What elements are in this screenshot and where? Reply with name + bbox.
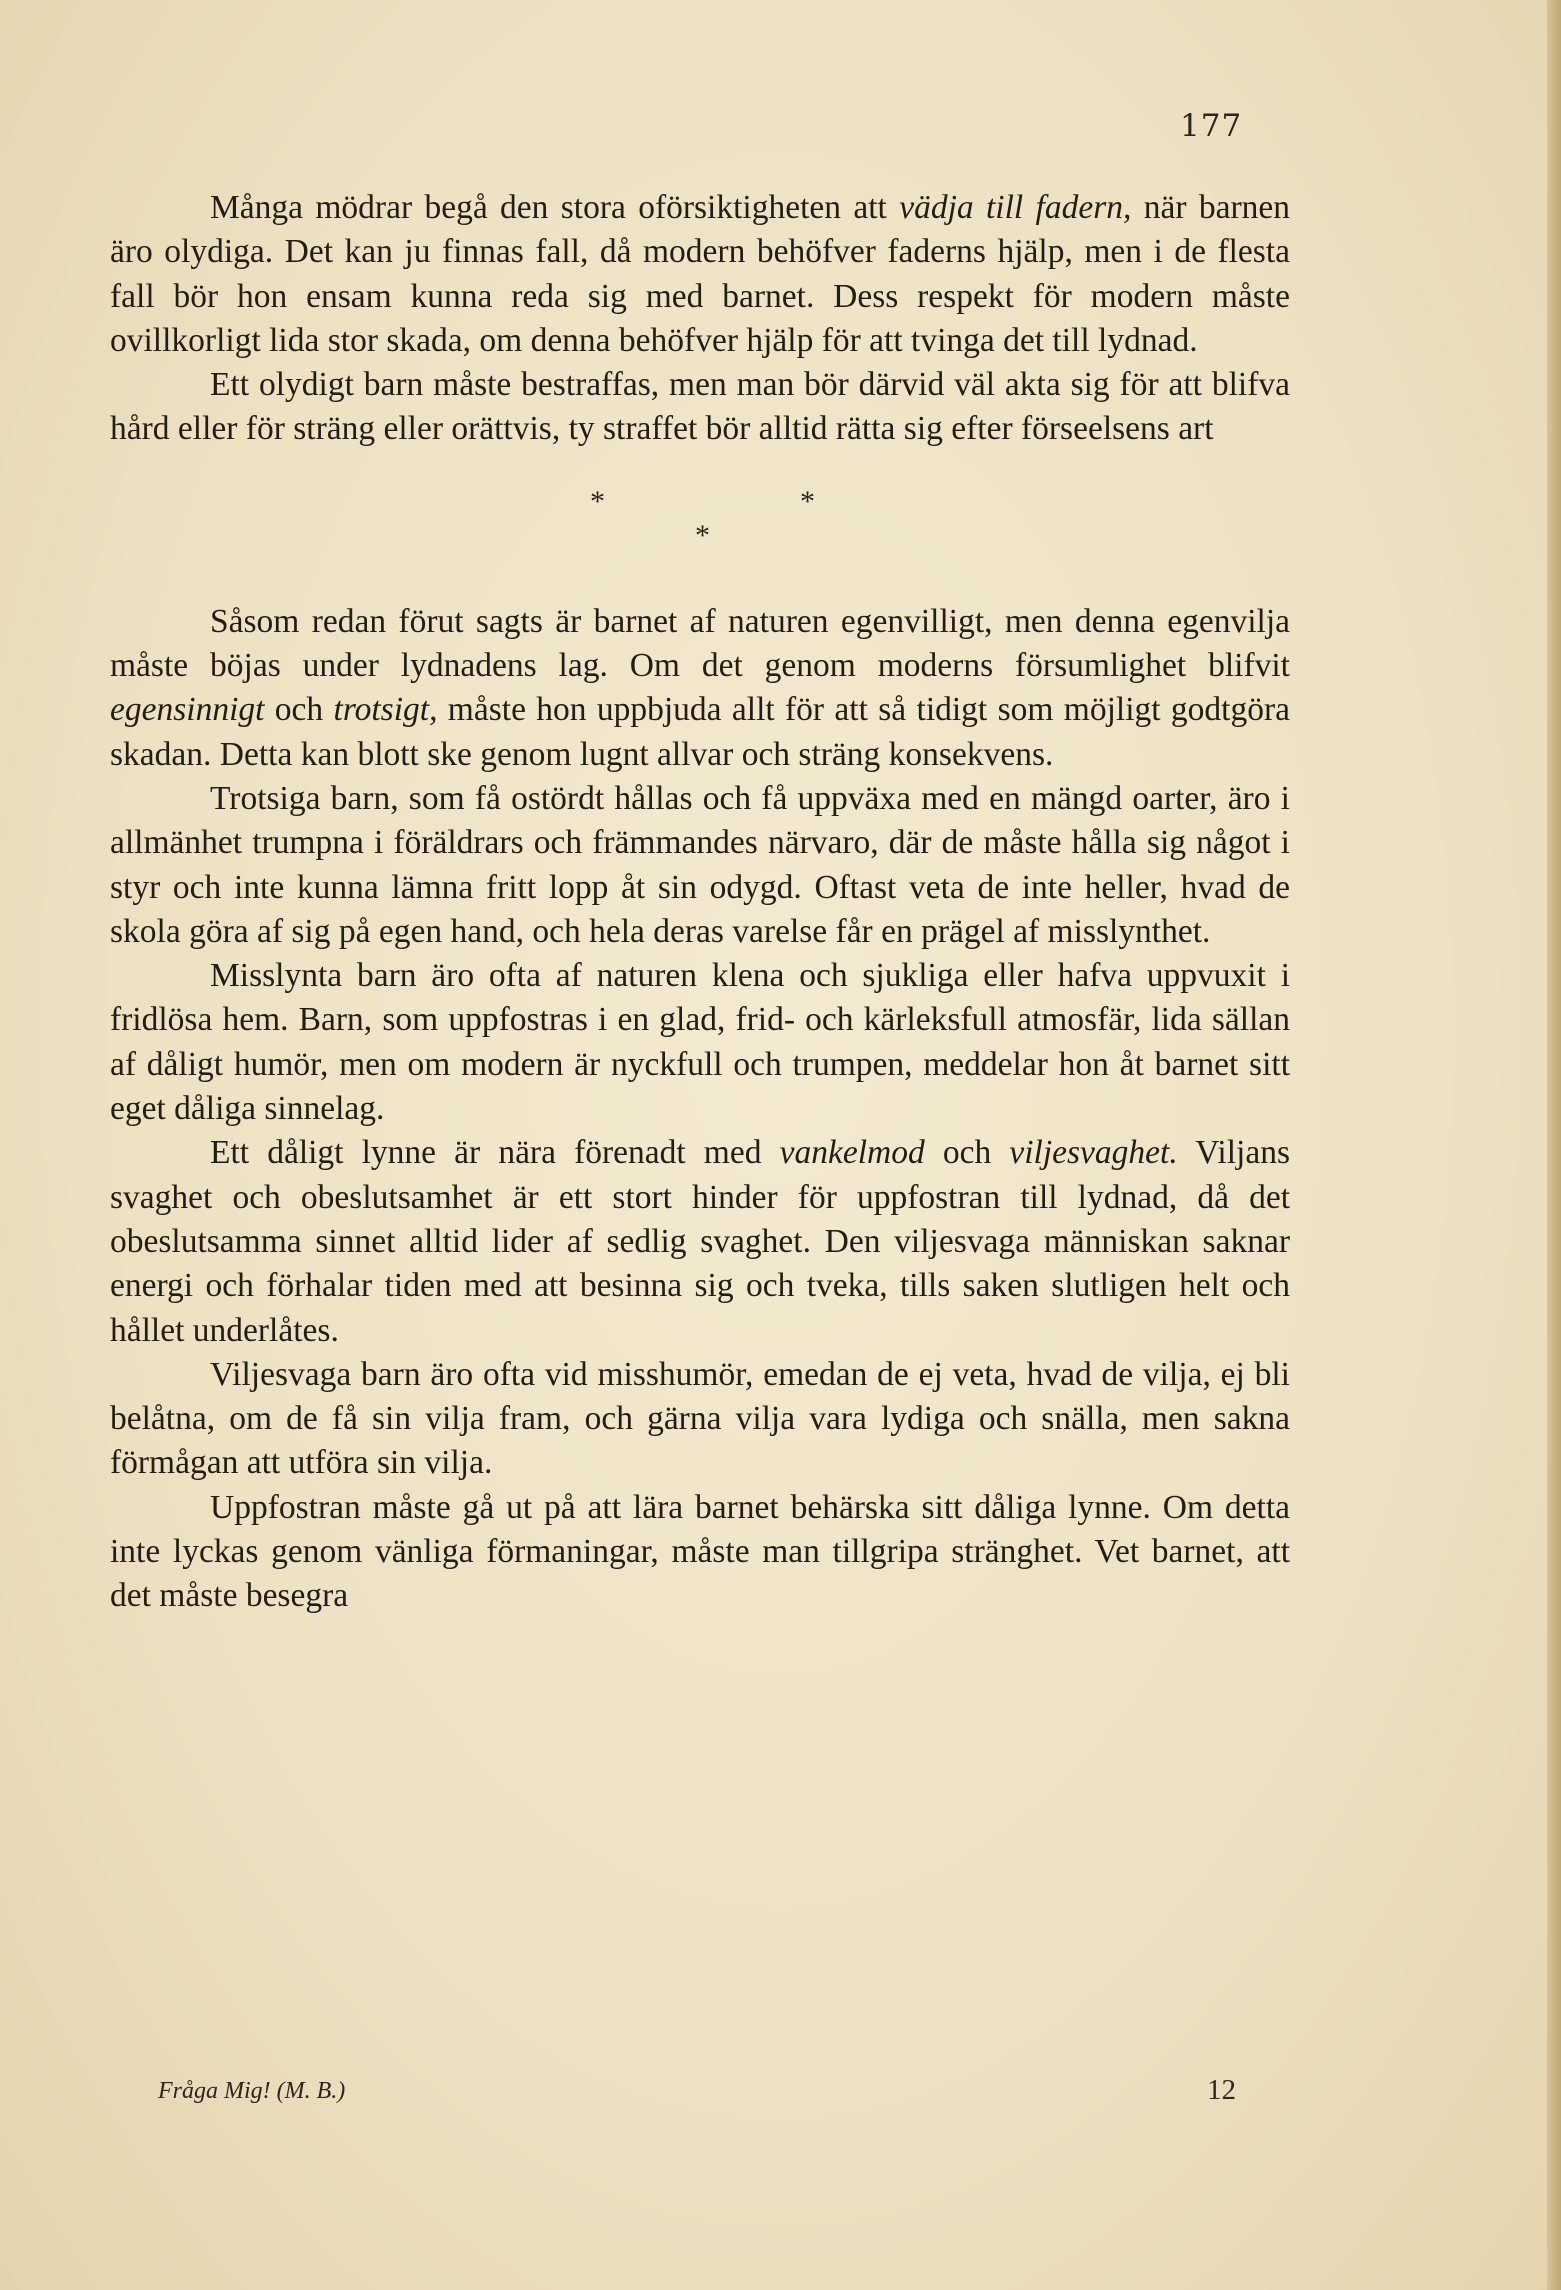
page-number: 177 [1180, 108, 1243, 144]
text-run: Viljesvaga barn äro ofta vid misshumör, emedan de ej veta, hvad de vilja, ej bli belåtna, om de få sin vilja fram, och gärna vilja vara lydiga och snälla, men sakna förmågan att utföra sin vilja. [110, 1355, 1290, 1482]
text-run: Såsom redan förut sagts är barnet af naturen egenvilligt, men denna egenvilja måste böjas under lydnadens lag. Om det genom moderns försumlighet blifvit [110, 602, 1290, 685]
italic-phrase: trotsigt, [333, 691, 438, 729]
paragraphs-after-separator [110, 600, 1290, 1619]
italic-phrase: viljesvaghet. [1009, 1134, 1178, 1172]
text-run: Viljans svaghet och obeslutsamhet är ett stort hinder för uppfostran till lydnad, då det obeslutsamma sinnet alltid lider af sedlig svaghet. Den viljesvaga människan saknar energi och förhalar tiden med att besinna sig och tveka, tills saken slutligen helt och hållet underlåtes. [110, 1134, 1291, 1349]
text-run: och [924, 1134, 1010, 1172]
paragraph [110, 1486, 1290, 1619]
separator-asterisk: * [590, 484, 605, 518]
text-run: Uppfostran måste gå ut på att lära barnet behärska sitt dåliga lynne. Om detta inte lyckas genom vänliga förmaningar, måste man tillgripa stränghet. Vet barnet, att det måste besegra [110, 1488, 1290, 1615]
paragraph [110, 363, 1290, 452]
body-text [110, 186, 1290, 1619]
italic-phrase: egensinnigt [110, 691, 265, 729]
text-run: Trotsiga barn, som få ostördt hållas och få uppväxa med en mängd oarter, äro i allmänhet trumpna i föräldrars och främmandes närvaro, där de måste hålla sig något i styr och inte kunna lämna fritt lopp åt sin odygd. Oftast veta de inte heller, hvad de skola göra af sig på egen hand, och hela deras varelse får en prägel af misslynthet. [110, 779, 1290, 950]
italic-phrase: vädja till fadern, [899, 189, 1132, 226]
paragraph [110, 777, 1290, 954]
italic-phrase: vankelmod [779, 1134, 925, 1172]
paragraphs-before-separator [110, 186, 1290, 452]
paragraph [110, 1131, 1290, 1352]
paragraph [110, 1353, 1290, 1486]
paragraph [110, 600, 1290, 777]
text-run: och [264, 691, 334, 729]
footer-signature: Fråga Mig! (M. B.) [158, 2078, 346, 2104]
text-run: Många mödrar begå den stora oförsiktigheten att [210, 189, 900, 226]
separator-asterisk: * [800, 484, 815, 518]
page-edge [1547, 0, 1561, 2290]
paragraph [110, 186, 1290, 363]
separator-asterisk: * [695, 518, 710, 552]
footer-sheet-number: 12 [1207, 2074, 1236, 2106]
text-run: Ett dåligt lynne är nära förenadt med [210, 1134, 780, 1172]
text-run: när barnen äro olydiga. Det kan ju finnas fall, då modern behöfver faderns hjälp, men i de flesta fall bör hon ensam kunna reda sig med barnet. Dess respekt för modern måste ovillkorligt lida stor skada, om denna behöfver hjälp för att tvinga det till lydnad. [110, 189, 1290, 359]
text-run: måste hon uppbjuda allt för att så tidigt som möjligt godtgöra skadan. Detta kan blott ske genom lugnt allvar och sträng konsekvens. [110, 691, 1290, 773]
text-run: Misslynta barn äro ofta af naturen klena och sjukliga eller hafva uppvuxit i fridlösa hem. Barn, som uppfostras i en glad, frid- och kärleksfull atmosfär, lida sällan af dåligt humör, men om modern är nyckfull och trumpen, meddelar hon åt barnet sitt eget dåliga sinnelag. [110, 957, 1290, 1128]
text-run: Ett olydigt barn måste bestraffas, men man bör därvid väl akta sig för att blifva hård eller för sträng eller orättvis, ty straffet bör alltid rätta sig efter förseelsens art [110, 366, 1290, 448]
section-separator [110, 452, 1290, 600]
paragraph [110, 954, 1290, 1131]
